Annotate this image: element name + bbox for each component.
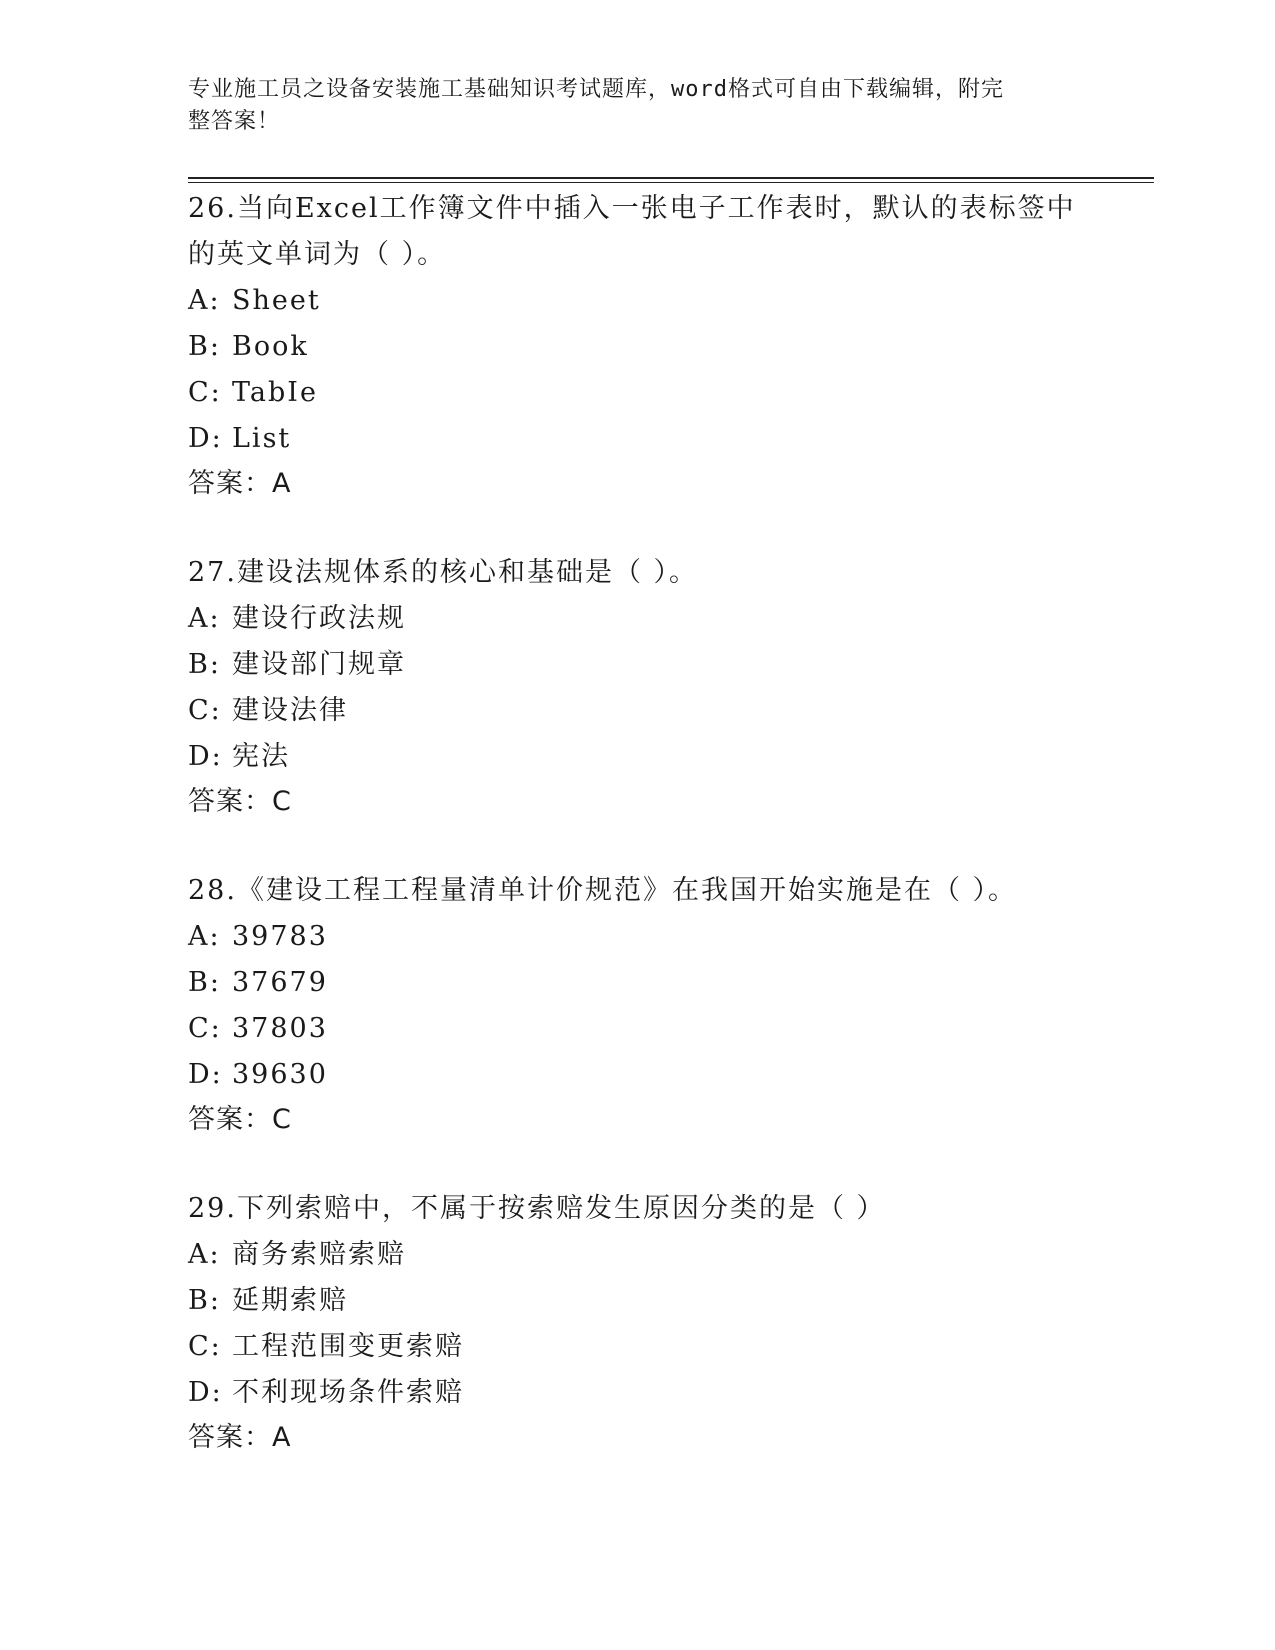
question-stem: 29.下列索赔中，不属于按索赔发生原因分类的是（ ）	[188, 1193, 886, 1224]
option-d	[188, 1370, 1088, 1416]
option-c	[188, 370, 1088, 416]
option-text: 商务索赔索赔	[232, 1239, 406, 1270]
option-text: 37679	[232, 967, 328, 998]
option-text: 不利现场条件索赔	[232, 1377, 464, 1408]
question-28	[188, 868, 1088, 1142]
option-text: 宪法	[232, 741, 290, 772]
option-d	[188, 734, 1088, 780]
option-a	[188, 1232, 1088, 1278]
option-key: A:	[188, 921, 221, 952]
option-text: 39783	[232, 921, 328, 952]
option-text: TabIe	[232, 377, 318, 408]
option-text: List	[232, 423, 292, 454]
option-key: B:	[188, 331, 221, 362]
option-d	[188, 416, 1088, 462]
answer-line: 答案：A	[188, 1422, 292, 1453]
header-line-1: 专业施工员之设备安装施工基础知识考试题库，word格式可自由下载编辑，附完	[188, 77, 1004, 102]
option-text: 建设法律	[232, 695, 348, 726]
option-key: C:	[188, 377, 222, 408]
option-text: 工程范围变更索赔	[232, 1331, 464, 1362]
option-key: D:	[188, 741, 223, 772]
option-text: 建设行政法规	[232, 603, 406, 634]
option-key: A:	[188, 1239, 221, 1270]
option-a	[188, 914, 1088, 960]
option-text: Book	[232, 331, 309, 362]
question-stem: 27.建设法规体系的核心和基础是（ ）。	[188, 557, 699, 588]
option-key: A:	[188, 603, 221, 634]
option-key: B:	[188, 967, 221, 998]
header-divider-thick	[188, 177, 1154, 179]
option-text: 延期索赔	[232, 1285, 348, 1316]
option-c	[188, 1006, 1088, 1052]
header-line-2: 整答案！	[188, 109, 281, 134]
option-key: D:	[188, 1059, 223, 1090]
option-key: B:	[188, 649, 221, 680]
answer-line: 答案：C	[188, 786, 292, 817]
question-29	[188, 1186, 1088, 1460]
option-text: Sheet	[232, 285, 321, 316]
option-a	[188, 278, 1088, 324]
question-stem: 28.《建设工程工程量清单计价规范》在我国开始实施是在（ ）。	[188, 875, 1018, 906]
option-key: C:	[188, 1013, 222, 1044]
option-d	[188, 1052, 1088, 1098]
option-text: 39630	[232, 1059, 328, 1090]
option-b	[188, 642, 1088, 688]
answer-line: 答案：A	[188, 468, 292, 499]
option-key: D:	[188, 1377, 223, 1408]
option-a	[188, 596, 1088, 642]
option-b	[188, 960, 1088, 1006]
header-divider-thin	[188, 182, 1154, 183]
option-c	[188, 688, 1088, 734]
question-26	[188, 186, 1088, 506]
answer-line: 答案：C	[188, 1104, 292, 1135]
option-key: A:	[188, 285, 221, 316]
option-b	[188, 324, 1088, 370]
option-text: 37803	[232, 1013, 328, 1044]
option-key: C:	[188, 695, 222, 726]
question-27	[188, 550, 1088, 824]
option-key: C:	[188, 1331, 222, 1362]
option-text: 建设部门规章	[232, 649, 406, 680]
option-key: D:	[188, 423, 223, 454]
option-b	[188, 1278, 1088, 1324]
question-stem: 26.当向Excel工作簿文件中插入一张电子工作表时，默认的表标签中的英文单词为（ ）。	[188, 193, 1076, 270]
option-key: B:	[188, 1285, 221, 1316]
document-header	[188, 74, 1068, 138]
option-c	[188, 1324, 1088, 1370]
